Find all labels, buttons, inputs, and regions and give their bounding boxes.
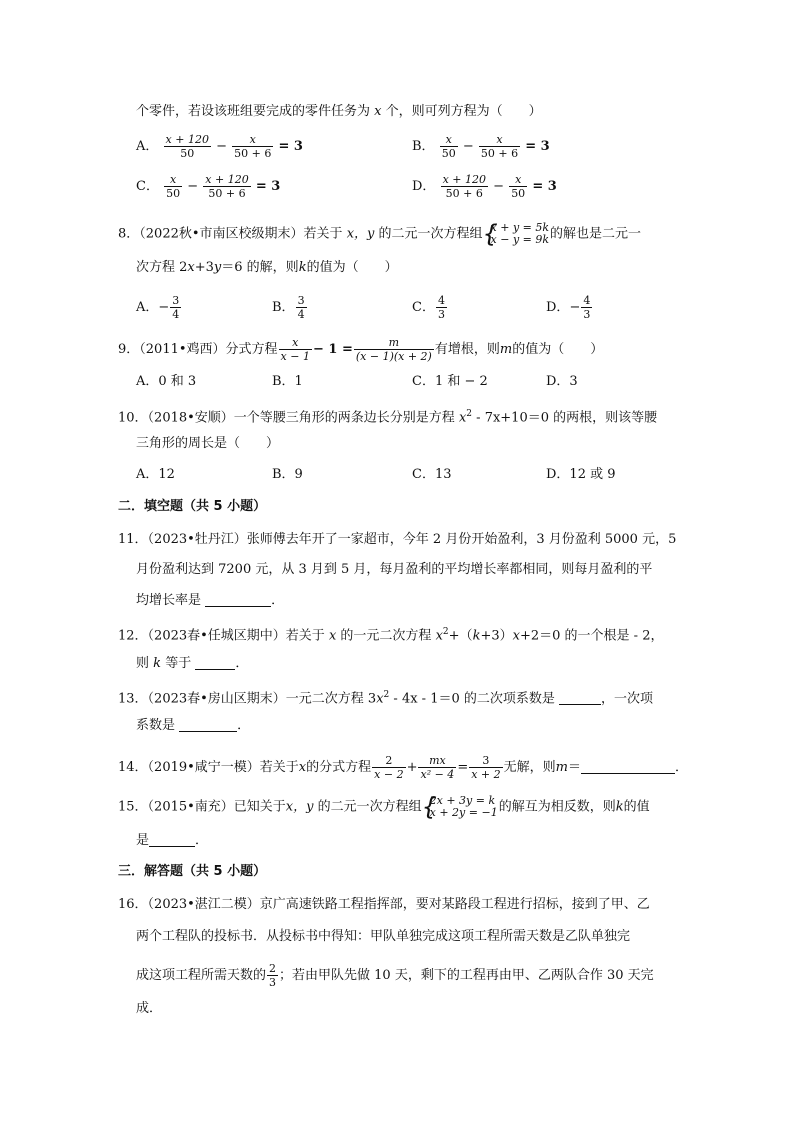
q9-option-d[interactable]: D．3 <box>546 374 578 389</box>
answer-blank[interactable] <box>179 717 237 732</box>
q15-line1: 15．（2015•南充）已知关于x，y 的二元一次方程组 { 2x + 3y = k x + 2y = −1 的解互为相反数，则k的值 <box>118 795 650 819</box>
q8-option-a[interactable]: A．− $\frac{3}{4}$ <box>136 294 180 321</box>
q14-line1: 14．（2019•咸宁一模）若关于x的分式方程 $\frac{2}{x - 2}$ + $\frac{mx}{\text{x² − 4}}$ = $\frac{3}{x + 2}$ 无解，则m＝ ． <box>118 754 689 781</box>
q16-line2: 两个工程队的投标书．从投标书中得知：甲队单独完成这项工程所需天数是乙队单独完 <box>136 929 631 944</box>
fraction: $\frac{2}{x - 2}$ <box>374 754 404 781</box>
fraction: $\frac{3}{4}$ <box>172 294 180 321</box>
fraction: $\frac{x}{50 + 6}$ <box>480 133 519 160</box>
fraction: $\frac{x + 120}{50}$ <box>165 133 209 160</box>
fraction: $\frac{x}{x - 1}$ <box>280 336 310 363</box>
fraction: $\frac{x}{50}$ <box>511 173 526 200</box>
q7-option-d[interactable]: D． $\frac{x + 120}{50 + 6}$ − $\frac{x}{50}$ = 3 <box>412 173 557 200</box>
answer-blank[interactable] <box>149 832 195 847</box>
fraction: $\frac{x}{50}$ <box>166 173 181 200</box>
q7-option-c[interactable]: C． $\frac{x}{50}$ − $\frac{x + 120}{50 + 6}$ = 3 <box>136 173 281 200</box>
q10-option-c[interactable]: C．13 <box>412 467 452 482</box>
fraction: $\frac{3}{x + 2}$ <box>471 754 501 781</box>
q8-option-b[interactable]: B． $\frac{3}{4}$ <box>272 294 305 321</box>
q8-option-d[interactable]: D．− $\frac{4}{3}$ <box>546 294 591 321</box>
q10-line2: 三角形的周长是（ ） <box>136 436 280 451</box>
answer-blank[interactable] <box>205 592 271 607</box>
q12-line2: 则 k 等于 ． <box>136 656 249 671</box>
q10-option-d[interactable]: D．12 或 9 <box>546 467 616 482</box>
q16-line3: 成这项工程所需天数的 $\frac{2}{3}$ ；若由甲队先做 10 天，剩下的工程再由甲、乙两队合作 30 天完 <box>136 962 654 989</box>
equation-system: { x + y = 5k x − y = 9k <box>484 222 550 246</box>
q10-option-a[interactable]: A．12 <box>136 467 175 482</box>
fraction: $\frac{4}{3}$ <box>437 294 445 321</box>
fraction: $\frac{m}{(x - 1)(x + 2)}$ <box>355 336 432 363</box>
q7-option-a[interactable]: A． $\frac{x + 120}{50}$ − $\frac{x}{50 + 6}$ = 3 <box>136 133 303 160</box>
q11-line2: 月份盈利达到 7200 元，从 3 月到 5 月，每月盈利的平均增长率都相同，则每月盈利的平 <box>136 562 653 577</box>
q16-line4: 成． <box>136 1001 163 1016</box>
q7-text2: 个，则可列方程为（ ） <box>385 104 542 119</box>
q8-line1: 8．（2022秋•市南区校级期末）若关于 x，y 的二元一次方程组 { x + y = 5k x − y = 9k 的解也是二元一 <box>118 222 641 246</box>
q15-line2: 是 ． <box>136 833 209 848</box>
q10-option-b[interactable]: B．9 <box>272 467 303 482</box>
fraction: $\frac{x + 120}{50 + 6}$ <box>442 173 486 200</box>
q7-continuation <box>136 103 542 121</box>
section-fill-in-heading: 二．填空题（共 5 小题） <box>118 499 267 514</box>
q11-line1: 11．（2023•牡丹江）张师傅去年开了一家超市，今年 2 月份开始盈利，3 月份盈利 5000 元，5 <box>118 532 677 547</box>
q11-line3: 均增长率是 ． <box>136 593 285 608</box>
q13-line2: 系数是 ． <box>136 718 251 733</box>
fraction: $\frac{x + 120}{50 + 6}$ <box>205 173 249 200</box>
fraction: $\frac{3}{4}$ <box>297 294 305 321</box>
q7-option-b[interactable]: B． $\frac{x}{50}$ − $\frac{x}{50 + 6}$ = 3 <box>412 133 550 160</box>
q8-option-c[interactable]: C． $\frac{4}{3}$ <box>412 294 445 321</box>
equation-system: { 2x + 3y = k x + 2y = −1 <box>423 795 498 819</box>
q8-line2: 次方程 2x+3y＝6 的解，则k的值为（ ） <box>136 260 398 275</box>
section-solution-heading: 三．解答题（共 5 小题） <box>118 864 267 879</box>
q12-line1: 12．（2023春•任城区期中）若关于 x 的一元二次方程 $x^2+(k+3)x+2=0$ 的一个根是 - 2， <box>118 627 664 644</box>
q16-line1: 16．（2023•湛江二模）京广高速铁路工程指挥部，要对某路段工程进行招标，接到了甲、乙 <box>118 897 650 912</box>
q9-line1: 9．（2011•鸡西）分式方程 $\frac{x}{x - 1}$ − 1 = $\frac{m}{(x - 1)(x + 2)}$ 有增根，则m的值为（ ） <box>118 336 604 363</box>
answer-blank[interactable] <box>581 759 675 774</box>
answer-blank[interactable] <box>195 655 235 670</box>
answer-blank[interactable] <box>559 690 601 705</box>
q9-option-a[interactable]: A．0 和 3 <box>136 374 197 389</box>
q7-text: 个零件，若设该班组要完成的零件任务为 <box>136 104 371 119</box>
q9-option-c[interactable]: C．1 和 − 2 <box>412 374 488 389</box>
q13-line1: 13．（2023春•房山区期末）一元二次方程 $3x^2 - 4x - 1=0$ 的二次项系数是 ，一次项 <box>118 690 654 707</box>
q7-var: x <box>374 104 382 119</box>
fraction: $\frac{x}{50 + 6}$ <box>234 133 272 160</box>
fraction: $\frac{x}{50}$ <box>441 133 456 160</box>
q10-line1: 10．（2018•安顺）一个等腰三角形的两条边长分别是方程 $x^2 - 7x+10=0$ 的两根，则该等腰 <box>118 409 658 426</box>
fraction: $\frac{2}{3}$ <box>269 962 277 989</box>
fraction: $\frac{mx}{\text{x² − 4}}$ <box>420 754 455 781</box>
fraction: $\frac{4}{3}$ <box>583 294 591 321</box>
q9-option-b[interactable]: B．1 <box>272 374 303 389</box>
